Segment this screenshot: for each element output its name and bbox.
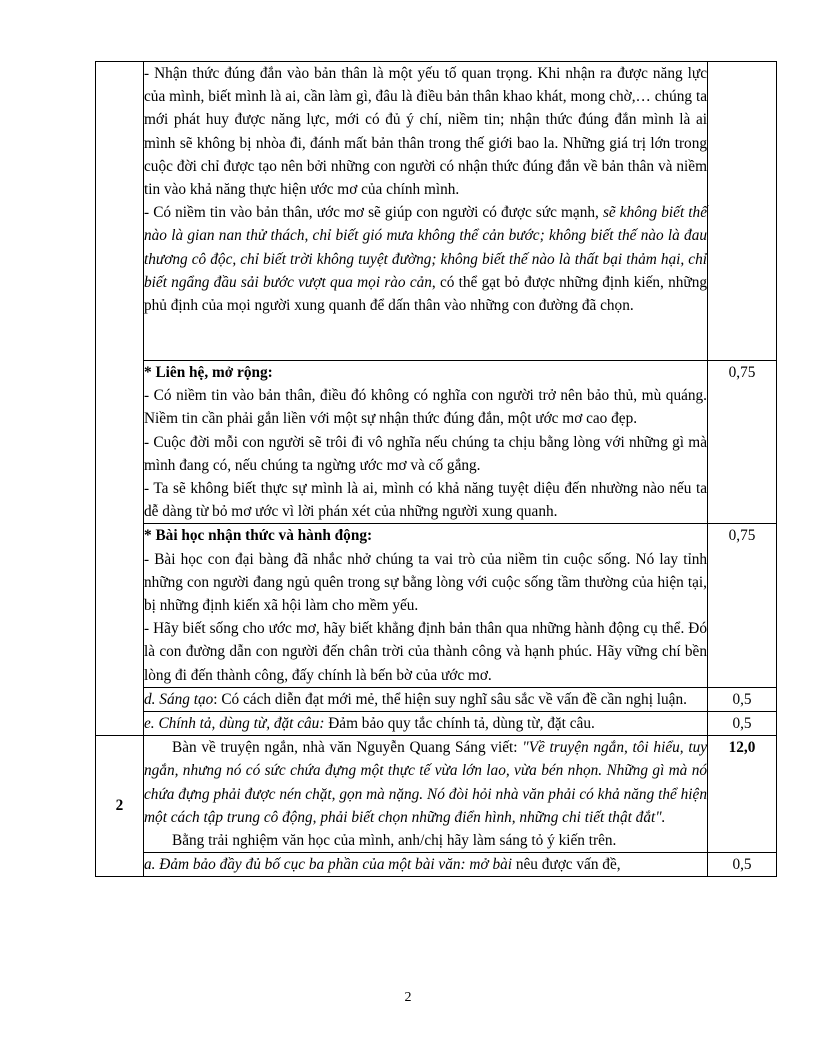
table-row <box>96 712 777 736</box>
italic-label: e. Chính tả, dùng từ, đặt câu: <box>144 715 325 733</box>
content-cell <box>144 853 708 877</box>
score-cell: 0,5 <box>708 853 777 877</box>
content-cell <box>144 62 708 361</box>
section-heading: * Liên hệ, mở rộng: <box>144 364 273 381</box>
content-cell <box>144 712 708 736</box>
score-cell <box>708 62 777 361</box>
content-cell <box>144 687 708 711</box>
paragraph: - Ta sẽ không biết thực sự mình là ai, mình có khả năng tuyệt diệu đến nhường nào nếu ta dễ dàng từ bỏ mơ ước vì lời phán xét của những người xung quanh. <box>144 480 707 521</box>
paragraph: - Hãy biết sống cho ước mơ, hãy biết khẳng định bản thân qua những hành động cụ thể. Đó là con đường dẫn con người đến chân trời của thành công và hạnh phúc. Hãy vững chí bền lòng đi đến thành công, đấy chính là bến bờ của ước mơ. <box>144 620 707 684</box>
table-row <box>96 853 777 877</box>
page-number: 2 <box>404 990 412 1005</box>
score-cell: 0,75 <box>708 361 777 524</box>
paragraph: - Cuộc đời mỗi con người sẽ trôi đi vô nghĩa nếu chúng ta chịu bằng lòng với những gì mà mình đang có, nếu chúng ta ngừng ước mơ và cố gắng. <box>144 433 707 474</box>
paragraph <box>144 736 707 829</box>
table-row <box>96 524 777 687</box>
grading-table <box>95 61 777 877</box>
paragraph <box>144 688 707 711</box>
score-cell: 0,75 <box>708 524 777 687</box>
score-cell: 0,5 <box>708 712 777 736</box>
text-run: : Có cách diễn đạt mới mẻ, thể hiện suy nghĩ sâu sắc về vấn đề cần nghị luận. <box>213 690 687 708</box>
question-number-cell <box>96 62 144 736</box>
section-heading: * Bài học nhận thức và hành động: <box>144 527 373 545</box>
text-run: Bàn về truyện ngắn, nhà văn Nguyễn Quang Sáng viết: <box>172 739 523 757</box>
table-row <box>96 687 777 711</box>
content-cell <box>144 736 708 853</box>
paragraph <box>144 853 707 876</box>
text-run: Đảm bảo quy tắc chính tả, dùng từ, đặt câu. <box>324 715 595 733</box>
content-cell <box>144 524 708 687</box>
text-run: nêu được vấn đề, <box>512 856 621 874</box>
paragraph <box>144 712 707 735</box>
content-cell <box>144 361 708 524</box>
table-row <box>96 62 777 361</box>
table-row <box>96 736 777 853</box>
text-run: - Có niềm tin vào bản thân, ước mơ sẽ giúp con người có được sức mạnh, <box>144 204 603 222</box>
paragraph: - Nhận thức đúng đắn vào bản thân là một yếu tố quan trọng. Khi nhận ra được năng lực của mình, biết mình là ai, cần làm gì, đâu là điều bản thân khao khát, mong chờ,… chúng ta mới phát huy được năng lực, mới có đủ ý chí, niềm tin; nhận thức đúng đắn mình là ai mình sẽ không bị nhòa đi, đánh mất bản thân trong thế giới bao la. Những giá trị lớn trong cuộc đời chỉ được tạo nên bởi những con người có nhận thức đúng đắn về bản thân và niềm tin vào khả năng thực hiện ước mơ của chính mình. <box>144 65 707 199</box>
italic-label: d. Sáng tạo <box>144 690 214 708</box>
text-run: , có thể gạt bỏ được những định kiến, những phủ định của mọi người xung quanh để dấn thân vào những con đường đã chọn. <box>144 273 707 315</box>
italic-label: a. Đảm bảo đầy đủ bố cục ba phần của một bài văn: mở bài <box>144 856 513 874</box>
italic-text-run: sẽ không biết thế nào là gian nan thử thách, chỉ biết gió mưa không thể cản bước; không biết thế nào là đau thương cô độc, chỉ biết trời không tuyệt đường; không biết thế nào là thất bại thảm hại, chỉ biết ngẩng đầu sải bước vượt qua mọi rào cản <box>144 204 707 291</box>
score-cell: 12,0 <box>708 736 777 853</box>
question-number: 2 <box>96 736 144 877</box>
table-row <box>96 361 777 524</box>
italic-quote: "Về truyện ngắn, tôi hiểu, tuy ngắn, nhưng nó có sức chứa đựng một thực tế vừa lớn lao, vừa bén nhọn. Những gì mà nó chứa đựng phải được nén chặt, gọn mà nặng. Nó đòi hỏi nhà văn phải có khả năng thể hiện một cách tập trung cô động, phải biết chọn những điển hình, những chi tiết thật đắt". <box>144 739 708 826</box>
paragraph: - Có niềm tin vào bản thân, điều đó không có nghĩa con người trở nên bảo thủ, mù quáng. Niềm tin cần phải gắn liền với một sự nhận thức đúng đắn, một ước mơ cao đẹp. <box>144 387 707 428</box>
paragraph: - Bài học con đại bàng đã nhắc nhở chúng ta vai trò của niềm tin cuộc sống. Nó lay tỉnh những con người đang ngủ quên trong sự bằng lòng với cuộc sống tầm thường của hiện tại, bị những định kiến xã hội làm cho mềm yếu. <box>144 550 707 615</box>
paragraph <box>144 201 707 317</box>
paragraph: Bằng trải nghiệm văn học của mình, anh/chị hãy làm sáng tỏ ý kiến trên. <box>172 832 617 850</box>
score-cell: 0,5 <box>708 687 777 711</box>
